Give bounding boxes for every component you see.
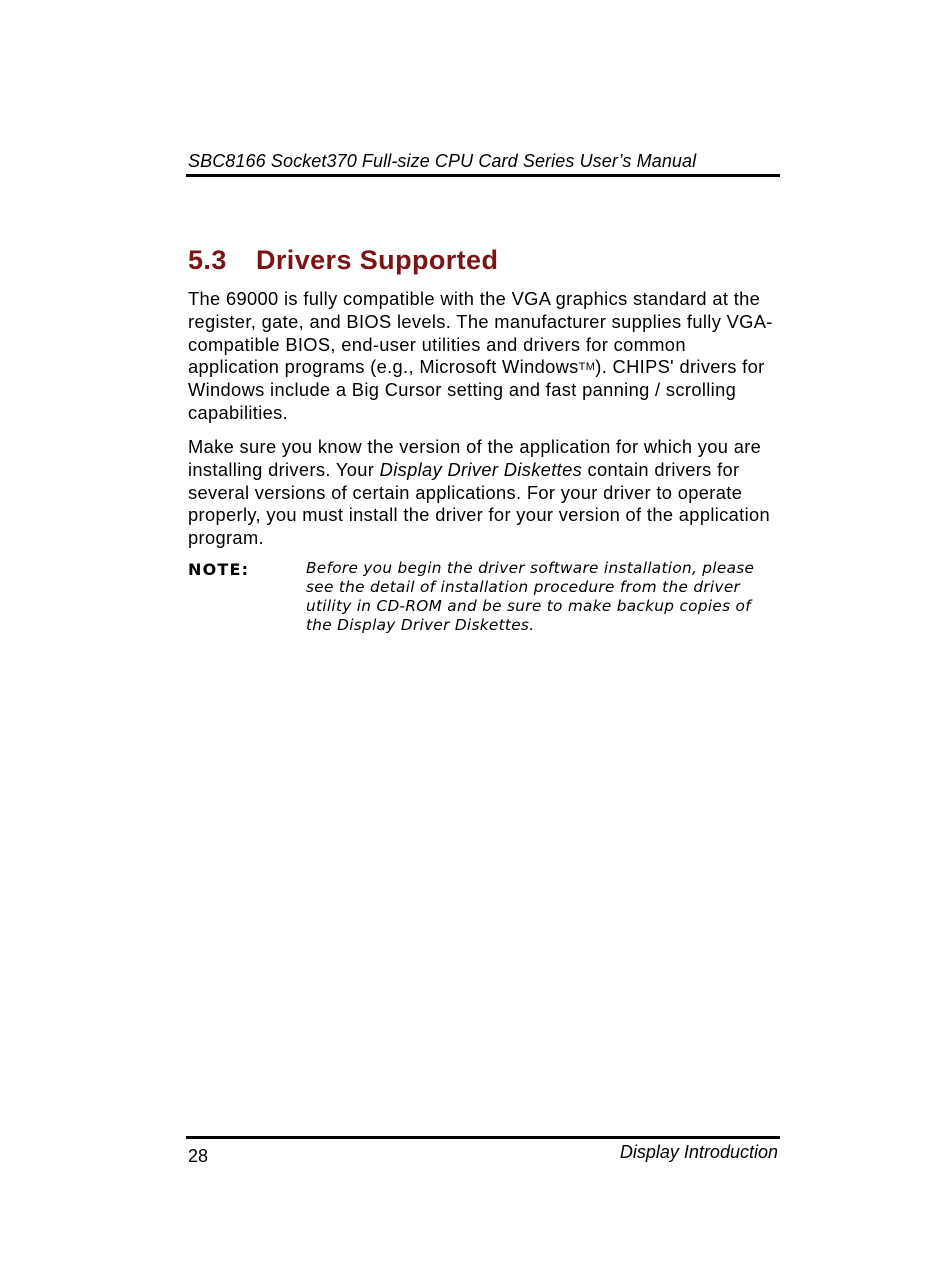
paragraph-text: Make sure you know the version of the application for which you are installing drivers. Your (188, 436, 762, 480)
paragraph-versions (188, 436, 782, 550)
note-label: NOTE: (188, 560, 250, 579)
paragraph-text: ). CHIPS' drivers for Windows include a Big Cursor setting and fast panning / scrolling capabilities. (188, 356, 765, 423)
section-heading (188, 243, 780, 277)
trademark-symbol: TM (578, 361, 596, 374)
footer-rule (186, 1136, 780, 1139)
chapter-name: Display Introduction (619, 1142, 778, 1162)
paragraph-text: contain drivers for several versions of certain applications. For your driver to operate properly, you must install the driver for your version of the application program. (188, 458, 771, 549)
emphasis-text: Display Driver Diskettes (379, 458, 583, 480)
paragraph-text: The 69000 is fully compatible with the VGA graphics standard at the register, gate, and BIOS levels. The manufacturer supplies fully VGA-compatible BIOS, end-user utilities and drivers for common application programs (e.g., Microsoft Windows (188, 288, 773, 378)
running-header: SBC8166 Socket370 Full-size CPU Card Series User’s Manual (188, 151, 697, 171)
note-text: Before you begin the driver software installation, please see the detail of installation procedure from the driver utility in CD-ROM and be sure to make backup copies of the Display Driver Diskettes. (306, 559, 755, 634)
header-rule (186, 174, 780, 177)
paragraph-compatibility (188, 288, 782, 425)
section-number: 5.3 (188, 245, 227, 275)
section-title: Drivers Supported (256, 245, 499, 275)
page-number: 28 (188, 1146, 209, 1166)
